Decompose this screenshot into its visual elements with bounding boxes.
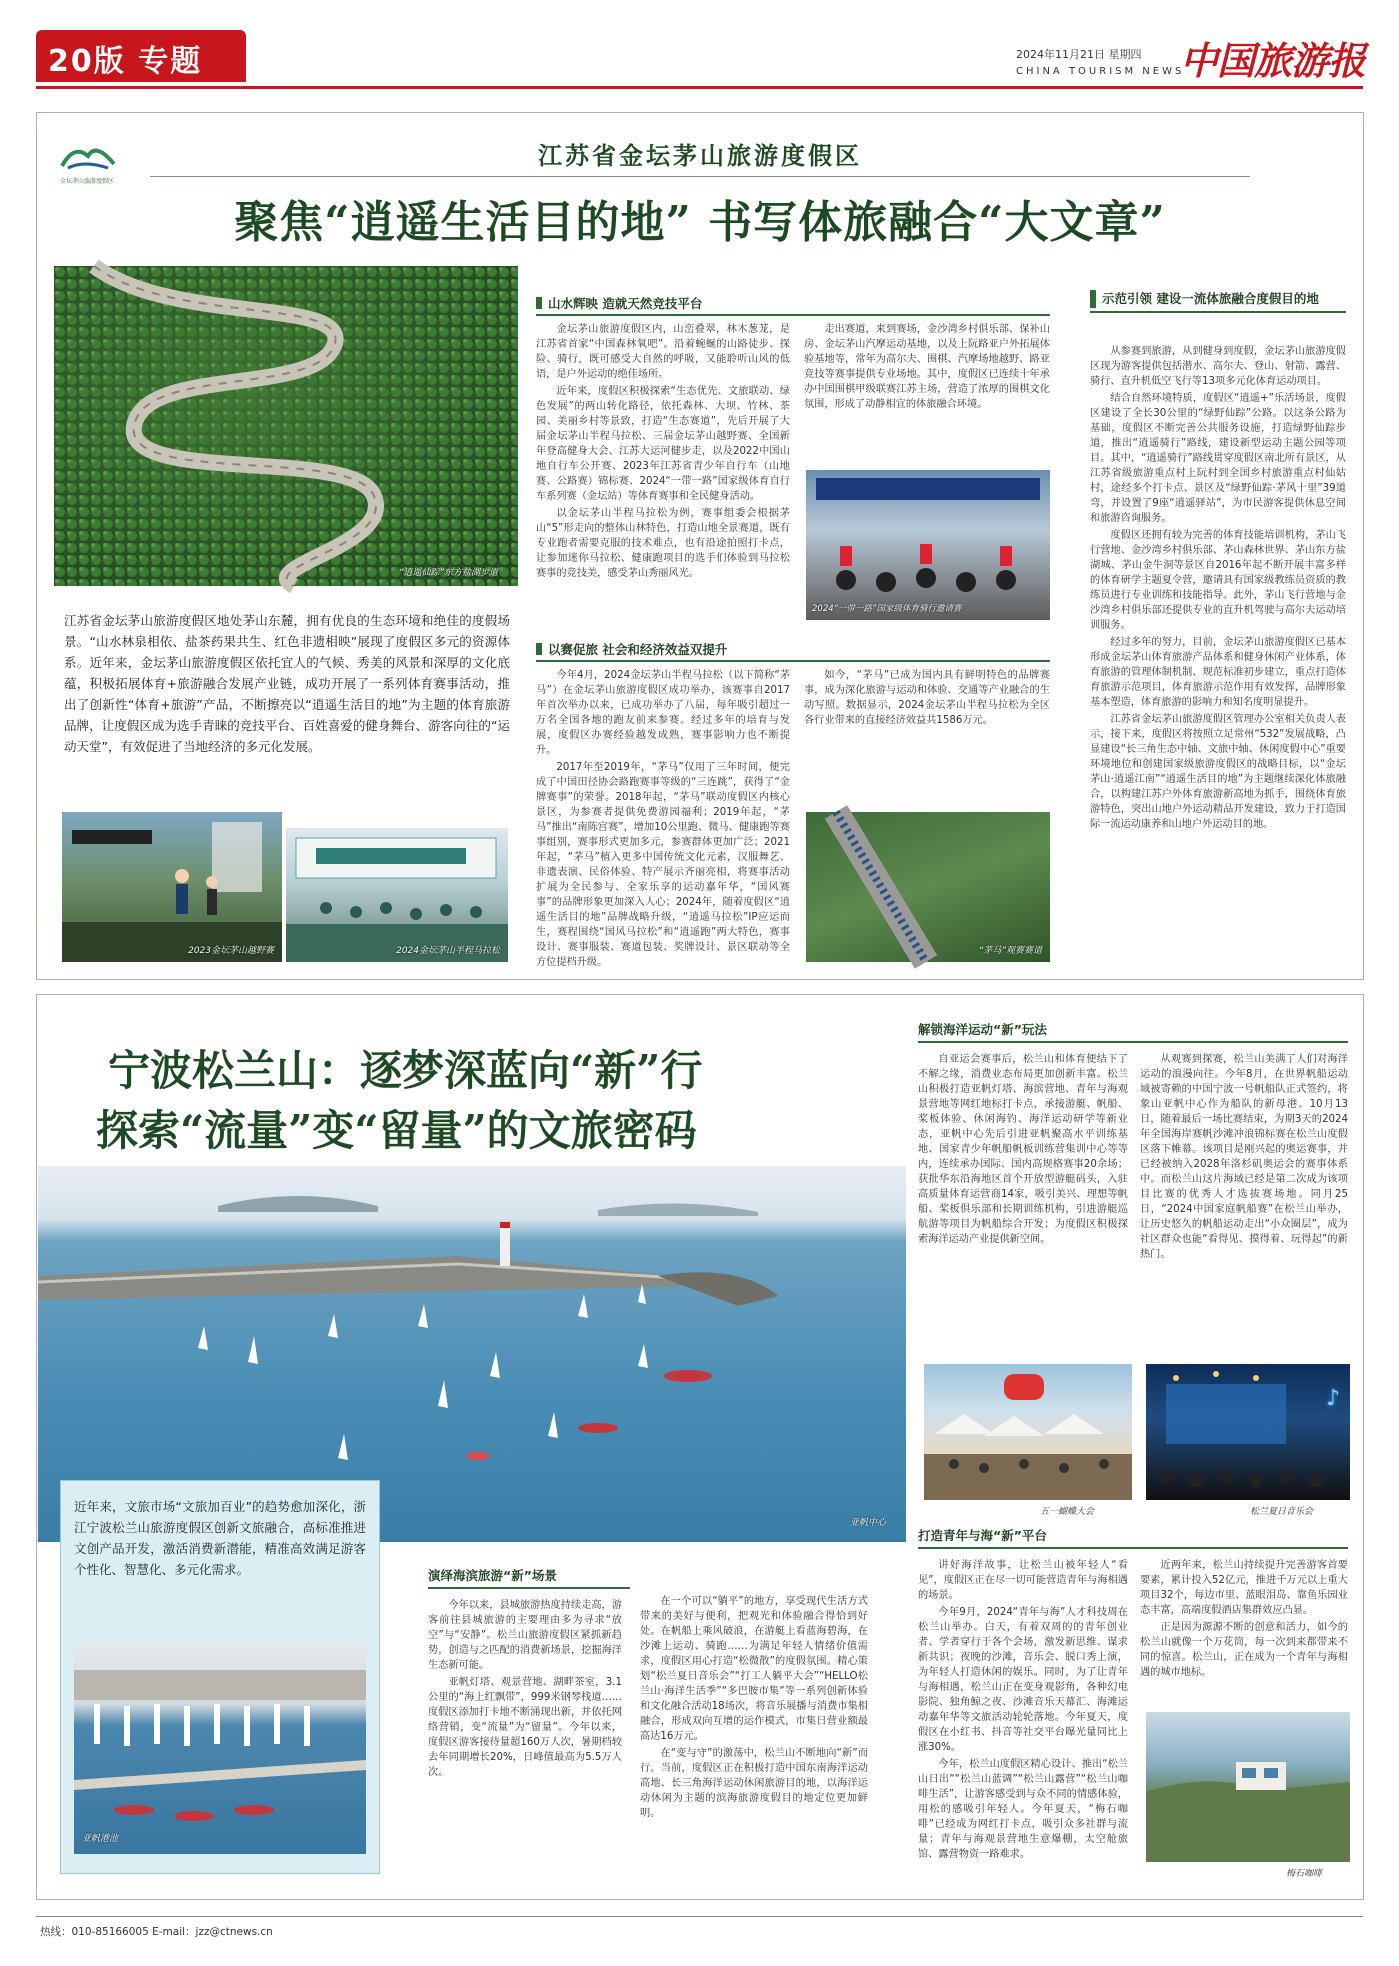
- paragraph: 今年4月，2024金坛茅山半程马拉松（以下简称“茅马”）在金坛茅山旅游度假区成功举办，该赛事自2017年首次举办以来，已成功举办了八届，每年吸引超过一万名全国各地的跑友前来参赛。经过多年的培育与发展，度假区办赛经验越发成熟，赛事影响力也不断提升。: [536, 670, 790, 756]
- festival-tents-icon: [924, 1364, 1132, 1500]
- kicker-rule-left: [150, 176, 1250, 177]
- bottom-section-heading-3: [918, 1526, 1348, 1549]
- bottom-section3-col2: [1140, 1558, 1348, 1708]
- paragraph: 从观赛到探赛，松兰山美满了人们对海洋运动的浪漫向往。今年8月，在世界帆船运动域被寄赖的中国宁波一号帆船队正式签约，将象山亚帆中心作为船队的新母港。10月13日，随着最后一场比赛结束，为期3天的2024年全国海岸赛帆沙滩冲浪锦标赛在松兰山度假区落下帷幕。该项目是刚兴起的奥运赛事，并已经被纳入2028年洛杉矶奥运会的赛事体系中。而松兰山这片海域已经是第二次成为该项目比赛的优秀人才选拔赛场地。同月25日，“2024中国家庭帆船赛”在松兰山举办，让历史悠久的帆船运动走出“小众圈层”，成为社区群众也能“看得见、摸得着、玩得起”的新热门。: [1140, 1054, 1348, 1260]
- paragraph: 走出赛道，来到赛场，金沙湾乡村俱乐部、保补山房、金坛茅山汽摩运动基地，以及上阮路亚户外拓展体验基地等，常年为高尔夫、围棋、汽摩场地越野、路亚竞技等赛事提供专业场地。其中，度假区已连续十年承办中国围棋甲级联赛江苏主场，营造了浓厚的围棋文化氛围，形成了动静相宜的体旅融合环境。: [804, 324, 1050, 410]
- section-heading-3: [1090, 290, 1346, 313]
- paragraph: 2017年至2019年，“茅马”仅用了三年时间，便完成了中国田径协会路跑赛事等级的“三连跳”，获得了“金牌赛事”的荣誉。2018年起，“茅马”联动度假区内核心景区，为参赛者提供免费游园福利；2019年起，“茅马”推出“南陈宫赛”，增加10公里跑、微马、健康跑等赛事组别，赛事形式更加多元，参赛群体更加广泛；2021年起，“茅马”植入更多中国传统文化元素，汉服舞艺、非遗表演、民俗体验、特产展示齐丽亮相，将赛事活动扩展为全民参与、全家乐享的运动嘉年华，“国风赛事”的品牌形象更加深入人心；2024年，随着度假区“逍遥生活目的地”品牌战略升级，“逍遥马拉松”IP应运而生，赛程围绕“国风马拉松”和“逍遥跑”两大特色，赛事设计、赛事服装、赛道包装、奖牌设计、景区联动等全方位提档升级。: [536, 762, 790, 968]
- bottom-lead-text: 近年来，文旅市场“文旅加百业”的趋势愈加深化，浙江宁波松兰山旅游度假区创新文旅融合，高标准推进文创产品开发，激活消费新潜能，精准高效满足游客个性化、智慧化、多元化需求。: [74, 1499, 366, 1577]
- bottom-section1-col2: [640, 1594, 868, 1884]
- bottom-section-heading-3-text: 打造青年与海“新”平台: [918, 1528, 1047, 1543]
- top-lead-text: 江苏省金坛茅山旅游度假区地处茅山东麓，拥有优良的生态环境和绝佳的度假场景。“山水林泉相依、盐茶药果共生、红色非遗相映”展现了度假区多元的资源体系。近年来，金坛茅山旅游度假区依托宜人的气候、秀美的风景和深厚的文化底蕴，积极拓展体育+旅游融合发展产业链，成功开展了一系列体育赛事活动，推出了创新性“体育+旅游”产品，不断擦亮以“逍遥生活目的地”为主题的体育旅游品牌，让度假区成为选手青睐的竞技平台、百姓喜爱的健身舞台、游客向往的“运动天堂”，有效促进了当地经济的多元化发展。: [64, 613, 510, 754]
- footer-rule: [36, 1916, 1363, 1917]
- photo-concert: [1146, 1364, 1350, 1500]
- bottom-section-heading-2: [918, 1020, 1348, 1043]
- bottom-section2-col2: [1140, 1052, 1348, 1352]
- bottom-section1-col1: [428, 1598, 622, 1884]
- photo-caption-trail: 2023金坛茅山越野赛: [188, 946, 274, 956]
- photo-caption-cycling: 2024“一带一路”国家级体育骑行邀请赛: [812, 604, 962, 614]
- brand-en: CHINA TOURISM NEWS: [1016, 66, 1185, 77]
- photo-caption-marina: 亚帆港池: [82, 1834, 119, 1844]
- bottom-section-heading-1: [428, 1566, 630, 1589]
- photo-caption-marathon: 2024金坛茅山半程马拉松: [396, 946, 500, 956]
- date-line: 2024年11月21日 星期四: [1016, 48, 1142, 61]
- cliff-cafe-icon: [1146, 1712, 1350, 1862]
- photo-caption-festival: 五一蝴蝶大会: [1040, 1507, 1095, 1517]
- photo-caption-concert: 松兰夏日音乐会: [1250, 1507, 1314, 1517]
- paragraph: 结合自然环境特质，度假区“逍遥+”乐活场景，度假区建设了全长30公里的“绿野仙踪”公路。以这条公路为基础，度假区不断完善公共服务设施，打造绿野仙踪步道，推出“逍遥骑行”路线，建设新型运动主题公园等项目。其中，“逍遥骑行”路线贯穿度假区南北所有景区，从江苏省级旅游重点村上阮村到全国乡村旅游重点村仙姑村，途经多个打卡点、景区及“绿野仙踪·茅风十里”39道弯，并设置了9座“逍遥驿站”，为市民游客提供休息空间和旅游咨询服务。: [1090, 393, 1346, 524]
- section-heading-2: [536, 640, 1050, 662]
- bottom-headline-1: 宁波松兰山：逐梦深蓝向“新”行: [108, 1046, 703, 1095]
- paragraph: 如今，“茅马”已成为国内具有鲜明特色的品牌赛事，成为深化旅游与运动和体验、交通等产业融合的生动写照。数据显示，2024金坛茅山半程马拉松为全区各行业带来的直接经济效益共1586万元。: [804, 670, 1050, 726]
- paragraph: 今年9月，2024“青年与海”人才科技周在松兰山举办。白天，有着双周的的青年创业者、学者穿行于各个会场，激发新思维、谋求新共识；夜晚的沙滩，音乐会、脱口秀上演，为年轻人打造休闲的娱乐。同时，为了让青年与海相遇，松兰山正在变身观影角，各种幻电影院、独角鲸之夜、沙滩音乐天幕汇、海滩运动嘉年华等文旅活动轮轮落地。今年夏天，度假区在小红书、抖音等社交平台曝光量同比上涨30%。: [918, 1607, 1128, 1753]
- photo-festival: [924, 1364, 1132, 1500]
- photo-caption-sailing: 亚帆中心: [849, 1518, 886, 1528]
- paragraph: 今年以来，县城旅游热度持续走高，游客前往县城旅游的主要理由多为寻求“放空”与“安静”。松兰山旅游度假区紧抓新趋势，创造与之匹配的消费新场景，挖掘海洋生态新可能。: [428, 1600, 622, 1671]
- top-section3-col: [1090, 344, 1346, 964]
- cyclists-icon: [806, 470, 1050, 620]
- photo-caption-road: “逍遥仙踪”东方盐湖步道: [398, 568, 498, 578]
- bottom-section-heading-2-text: 解锁海洋运动“新”玩法: [918, 1022, 1047, 1037]
- photo-race-route: [806, 812, 1050, 962]
- paragraph: 近两年来，松兰山持续提升完善游客首要要素，累计投入52亿元，推进千万元以上重大项目32个，每边市里、蓝眼泪岛、靠鱼乐园业态丰富，高端度假酒店集群效应凸显。: [1140, 1560, 1348, 1616]
- concert-stage-icon: [1146, 1364, 1350, 1500]
- top-section2-col1: [536, 668, 790, 968]
- paragraph: 讲好海洋故事，让松兰山被年轻人“看见”，度假区正在尽一切可能营造青年与海相遇的场景。: [918, 1560, 1128, 1601]
- photo-cycling-race: [806, 470, 1050, 620]
- paragraph: 今年，松兰山度假区精心设计、推出“松兰山日出”“松兰山蓝调”“松兰山露营”“松兰山咖啡生活”，让游客感受到与众不同的情感体验，用松的感吸引年轻人。今年夏天，“梅石咖啡”已经成为网红打卡点，吸引众多社群与流量；青年与海观景营地生意爆棚，太空舱旅馆、露营物资一路难求。: [918, 1759, 1128, 1860]
- mountain-logo-icon: [60, 136, 116, 172]
- section-heading-1-text: 山水辉映 造就天然竞技平台: [548, 296, 703, 311]
- photo-cafe: [1146, 1712, 1350, 1862]
- marina-icon: [74, 1640, 366, 1854]
- paragraph: 在一个可以“躺平”的地方，享受现代生活方式带来的美好与便利，把观光和体验融合得恰到好处。在帆船上乘风破浪，在游艇上看蓝海碧海，在沙滩上运动、骑跑……为满足年轻人情绪价值需求，度假区用心打造“松微散”的度假氛围。精心策划“松兰夏日音乐会”“打工人躺平大会”“HELLO松兰山·海洋生活季”“多巴胺市集”等一系列创新体验和文化融合活动18场次，将音乐展播与消费市集相融合，形成双向互增的运作模式，市集日营业额最高达16万元。: [640, 1596, 868, 1742]
- photo-marina: [74, 1640, 366, 1854]
- paragraph: 从参赛到旅游，从到健身到度假，金坛茅山旅游度假区现为游客提供包括潜水、高尔夫、登山、射箭、露营、骑行、直升机低空飞行等13项多元化体育运动项目。: [1090, 346, 1346, 387]
- top-section1-col1: [536, 322, 790, 652]
- photo-caption-cafe: 梅石咖啡: [1286, 1869, 1323, 1879]
- paragraph: 江苏省金坛茅山旅游度假区管理办公室相关负责人表示，接下来，度假区将按照立足常州“532”发展战略，凸显建设“长三角生态中轴、文旅中轴、休闲度假中心”重要环境地位和创建国家级旅游度假区的战略目标，以“金坛茅山·逍遥江南”“逍遥生活目的地”为主题继续深化体旅融合，以构建江苏户外体育旅游新高地为抓手，围绕体育旅游特色，突出山地户外运动精品开发建设，致力于打造国际一流运动康养和山地户外运动目的地。: [1090, 714, 1346, 830]
- paragraph: 以金坛茅山半程马拉松为例，赛事组委会根据茅山“5”形走向的整体山林特色，打造山地全景赛道，既有专业跑者需要克服的技术难点，也有沿途拍照打卡点，让参加迷你马拉松、健康跑项目的选手们体验到马拉松赛事的竞技美，感受茅山秀丽风光。: [536, 508, 790, 579]
- bottom-section-heading-1-text: 演绎海滨旅游“新”场景: [428, 1568, 557, 1583]
- brand-logo: 中国旅游报: [1180, 38, 1366, 83]
- top-kicker: 江苏省金坛茅山旅游度假区: [538, 142, 862, 170]
- footer-hotline: 热线：010-85166005 E-mail：jzz@ctnews.cn: [40, 1926, 273, 1938]
- paragraph: 正是因为源源不断的创意和活力，如今的松兰山就像一个万花筒，每一次到来都带来不同的惊喜。松兰山，正在成为一个青年与海相遇的城市地标。: [1140, 1622, 1348, 1678]
- winding-road-icon: [54, 266, 518, 586]
- paragraph: 自亚运会赛事后，松兰山和体育便结下了不解之缘，消费业态布局更加创新丰富。松兰山积极打造亚帆灯塔、海滨营地、青年与海观景营地等网红地标打卡点，承接游艇、帆船、桨板体验、休闲海钓、海洋运动研学等新业态，亚帆中心先后引进亚帆聚高水平训练基地、国家青少年帆船帆板训练营集训中心等等内，连续承办国际、国内高规格赛事20余场；获批华东沿海地区首个开放型游艇码头，入驻高质量体育运营商14家，吸引美兴、理想等帆船、桨板俱乐部和长期训练机构，引进游艇巡航游等项目为帆船综合开发；为度假区积极探索海洋运动产业提供新空间。: [918, 1054, 1128, 1245]
- paragraph: 经过多年的努力，目前，金坛茅山旅游度假区已基本形成金坛茅山体育旅游产品体系和健身休闲产业体系，体育旅游的管理体制机制、规范标准初步建立，重点打造体育旅游示范项目，体育旅游示范作用有效发挥，品牌形象基本塑造，体育旅游的影响力和知名度明显提升。: [1090, 637, 1346, 708]
- bottom-section3-col1: [918, 1558, 1128, 1890]
- photo-half-marathon: [286, 828, 508, 962]
- resort-logo: [60, 136, 116, 185]
- paragraph: 度假区还拥有较为完善的体育技能培训机构，茅山飞行营地、金沙湾乡村俱乐部、茅山森林世界、茅山东方盐湖城、茅山金牛洞等景区自2016年起不断开展丰富多样的体育研学主题夏令营，邀请具有国家级教练员资质的教练员进行专业训练和技能指导。此外，茅山飞行营地与金沙湾乡村俱乐部还提供专业的直升机驾驶与高尔夫运动培训服务。: [1090, 530, 1346, 631]
- top-lead: [64, 610, 510, 757]
- section-heading-3-text: 示范引领 建设一流体旅融合度假目的地: [1102, 291, 1319, 306]
- paragraph: 亚帆灯塔、观景营地、湖畔茶室，3.1公里的“海上红飘带”，999米钢琴栈道……度假区添加打卡地不断涌现出新，并依托网络营销，变“流量”为“留量”。今年以来，度假区游客接待量超160万人次，暑期档较去年同期增长20%，日峰值最高为5.5万人次。: [428, 1677, 622, 1778]
- runners-icon: [62, 812, 282, 962]
- bottom-section2-col1: [918, 1052, 1128, 1352]
- photo-forest-road: [54, 266, 518, 586]
- top-section2-col2: [804, 668, 1050, 806]
- paragraph: 在“变与守”的激荡中，松兰山不断地向“新”而行。当前，度假区正在积极打造中国东南海洋运动高地、长三角海洋运动休闲旅游目的地，以海洋运动休闲为主题的滨海旅游度假目的地定位更加鲜明。: [640, 1748, 868, 1819]
- bottom-lead: [74, 1496, 366, 1580]
- concert-sign-icon: ♪: [1325, 1386, 1340, 1411]
- masthead-rule: [36, 86, 1363, 89]
- photo-caption-route: “茅马”观赛赛道: [978, 946, 1042, 956]
- bottom-headline-2: 探索“流量”变“留量”的文旅密码: [96, 1106, 697, 1155]
- top-section1-col2: [804, 322, 1050, 462]
- road-crowd-icon: [806, 812, 1050, 962]
- paragraph: 近年来，度假区积极探索“生态优先、文旅联动、绿色发展”的两山转化路径，依托森林、大坝、竹林、茶园、美丽乡村等景致，打造“生态赛道”，先后开展了大届金坛茅山半程马拉松、三届金坛茅山越野赛、全国新年登高健身大会、江苏大运河健步走，以及2022中国山地自行车公开赛、2023年江苏省青少年自行车（山地赛、公路赛）锦标赛、2024“一带一路”国家级体育自行车系列赛（金坛站）等体育赛事和全民健身活动。: [536, 386, 790, 502]
- page-label-text: 20版 专题: [48, 44, 203, 79]
- resort-logo-text: 金坛茅山旅游度假区: [60, 178, 115, 185]
- paragraph: 金坛茅山旅游度假区内，山峦叠翠，林木葱茏，是江苏省首家“中国森林氧吧”。沿着蜿蜒的山路徒步、探险、骑行，既可感受大自然的呼吸，又能聆听山风的低语，是户外运动的绝佳场所。: [536, 324, 790, 380]
- section-heading-1: [536, 294, 1050, 316]
- photo-trail-race: [62, 812, 282, 962]
- marathon-arch-icon: [286, 828, 508, 962]
- top-headline: 聚焦“逍遥生活目的地” 书写体旅融合“大文章”: [234, 197, 1166, 248]
- section-heading-2-text: 以赛促旅 社会和经济效益双提升: [548, 642, 728, 657]
